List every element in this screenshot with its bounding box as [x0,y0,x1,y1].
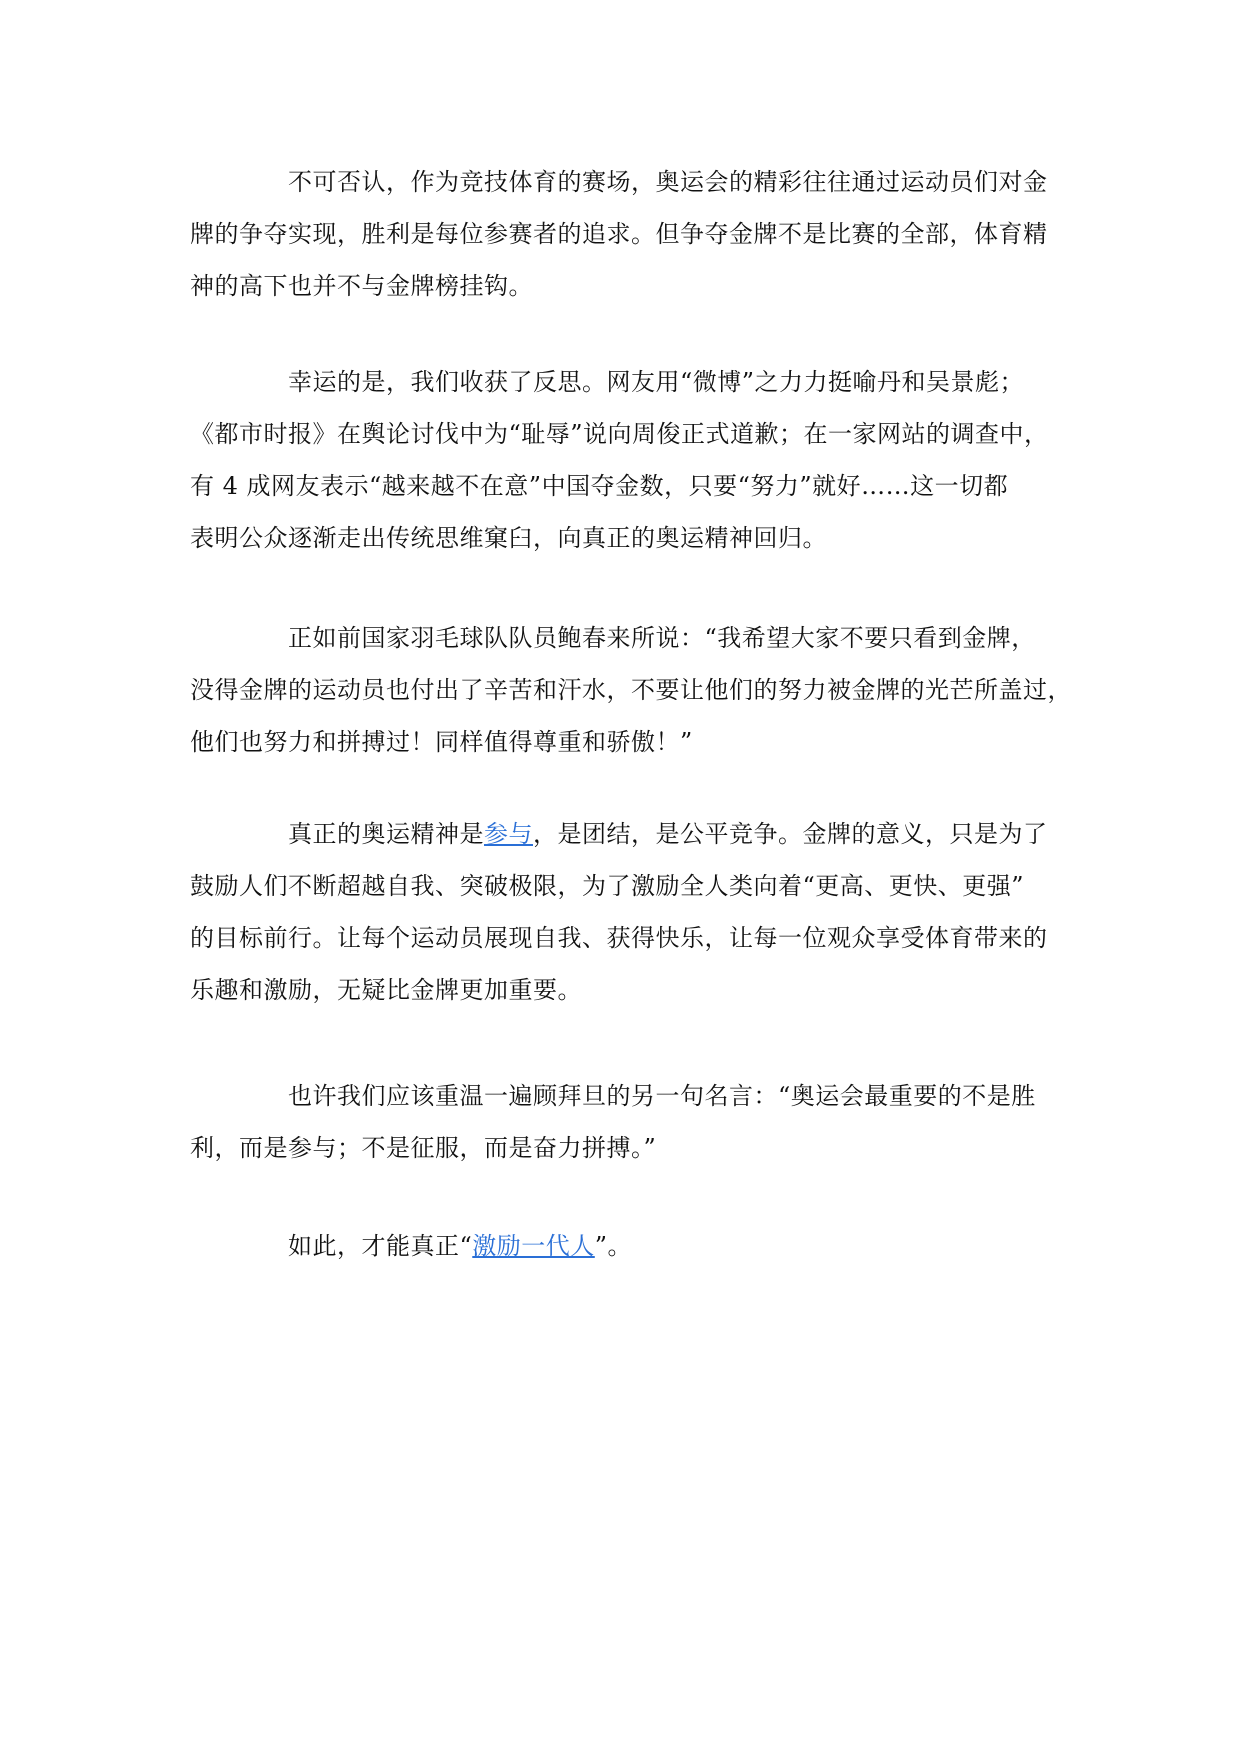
paragraph-line: 幸运的是，我们收获了反思。网友用“微博”之力力挺喻丹和吴景彪； [288,368,1025,396]
paragraph-line: 鼓励人们不断超越自我、突破极限，为了激励全人类向着“更高、更快、更强” [190,872,1025,900]
inspire-generation-link[interactable]: 激励一代人 [472,1232,595,1260]
paragraph-line: 牌的争夺实现，胜利是每位参赛者的追求。但争夺金牌不是比赛的全部，体育精 [190,220,1048,248]
paragraph-6 [190,1220,1050,1272]
paragraph-line: 没得金牌的运动员也付出了辛苦和汗水，不要让他们的努力被金牌的光芒所盖过， [190,676,1072,704]
paragraph-line: 乐趣和激励，无疑比金牌更加重要。 [190,976,582,1004]
paragraph-5 [190,1070,1050,1174]
document-page [190,0,1072,1754]
paragraph-line [190,808,1050,860]
paragraph-text: 如此，才能真正“ [288,1232,473,1260]
paragraph-line: 《都市时报》在舆论讨伐中为“耻辱”说向周俊正式道歉；在一家网站的调查中， [190,420,1049,448]
paragraph-4 [190,808,1050,1016]
paragraph-line: 正如前国家羽毛球队队员鲍春来所说：“我希望大家不要只看到金牌， [288,624,1036,652]
paragraph-1 [190,156,1050,312]
paragraph-line: 他们也努力和拼搏过！同样值得尊重和骄傲！” [190,728,693,756]
paragraph-line [190,1220,1050,1272]
paragraph-line: 也许我们应该重温一遍顾拜旦的另一句名言：“奥运会最重要的不是胜 [288,1082,1036,1110]
paragraph-line: 神的高下也并不与金牌榜挂钩。 [190,272,533,300]
paragraph-text: ，是团结，是公平竞争。金牌的意义，只是为了 [533,820,1048,848]
paragraph-text: 真正的奥运精神是 [288,820,484,848]
paragraph-line: 有 4 成网友表示“越来越不在意”中国夺金数，只要“努力”就好……这一切都 [190,472,1009,500]
paragraph-line: 不可否认，作为竞技体育的赛场，奥运会的精彩往往通过运动员们对金 [288,168,1048,196]
participation-link[interactable]: 参与 [484,820,533,848]
paragraph-line: 利，而是参与；不是征服，而是奋力拼搏。” [190,1134,657,1162]
paragraph-3 [190,612,1072,768]
paragraph-text: ”。 [594,1232,633,1260]
paragraph-2 [190,356,1050,564]
paragraph-line: 的目标前行。让每个运动员展现自我、获得快乐，让每一位观众享受体育带来的 [190,924,1048,952]
paragraph-line: 表明公众逐渐走出传统思维窠臼，向真正的奥运精神回归。 [190,524,827,552]
